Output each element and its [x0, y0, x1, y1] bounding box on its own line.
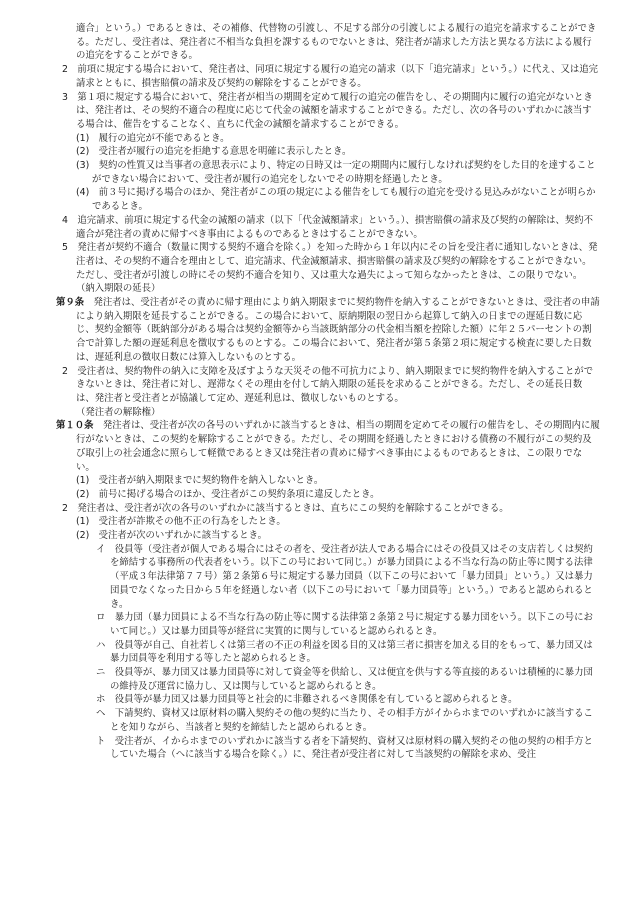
- list-item: (1) 受注者が納入期限までに契約物件を納入しないとき。: [76, 475, 324, 487]
- list-item: ハ 役員等が自己、自社若しくは第三者の不正の利益を図る目的又は第三者に損害を加える目的をもって、暴力団又は暴力団員等を利用する等したと認められるとき。: [96, 639, 593, 665]
- list-item: (2) 受注者が次のいずれかに該当するとき。: [76, 530, 268, 542]
- list-item: (2) 受注者が履行の追完を拒絶する意思を明確に表示したとき。: [76, 146, 352, 158]
- article-9-text: 発注者は、受注者がその責めに帰す理由により納入期限までに契約物件を納入することができないときは、受注者の申請により納入期限を延長することができる。この場合において、原納期限の翌日から起算して納入の日までの遅延日数に応じ、契約金額等（既納部分がある場合は契約金額等から当該既納部分の代金相当額を控除した額）に年２５パーセントの割合で計算した額の遅延利息を徴収するものとする。この場合において、発注者が第５条第２項に規定する検査に要した日数は、遅延利息の徴収日数には算入しないものとする。: [76, 297, 600, 363]
- article-10-paragraph-2: 2 発注者は、受注者が次の各号のいずれかに該当するときは、直ちにこの契約を解除することができる。: [62, 502, 509, 514]
- article-9-paragraph-2: 2 受注者は、契約物件の納入に支障を及ぼすような天災その他不可抗力により、納入期限までに契約物件を納入することができないときは、発注者に対し、遅滞なくその理由を付して納入期限の延長を求めることができる。ただし、その延長日数は、発注者と受注者とが協議して定め、遅延利息は、徴収しないものとする。: [62, 365, 593, 404]
- list-item: (1) 受注者が詐欺その他不正の行為をしたとき。: [76, 516, 286, 528]
- list-item: ニ 役員等が、暴力団又は暴力団員等に対して資金等を供給し、又は便宜を供与する等直接的あるいは積極的に暴力団の維持及び運営に協力し、又は関与していると認められるとき。: [96, 667, 593, 692]
- list-item: ト 受注者が、イからホまでのいずれかに該当する者を下請契約、資材又は原材料の購入契約その他の契約の相手方としていた場合（ヘに該当する場合を除く。）に、発注者が受注者に対して当該契約の解除を求め、受注: [96, 735, 593, 761]
- list-item: ホ 役員等が暴力団又は暴力団員等と社会的に非難されるべき関係を有していると認められるとき。: [96, 694, 518, 706]
- list-item: イ 役員等（受注者が個人である場合にはその者を、受注者が法人である場合にはその役員又はその支店若しくは契約を締結する事務所の代表者をいう。以下この号において同じ。）が暴力団員による不当な行為の防止等に関する法律（平成３年法律第７７号）第２条第６号に規定する暴力団員（以下この号において「暴力団員」という。）又は暴力団員でなくなった日から５年を経過しない者（以下この号において「暴力団員等」という。）であると認められるとき。: [96, 543, 593, 610]
- article-8-paragraph-4: 4 追完請求、前項に規定する代金の減額の請求（以下「代金減額請求」という。）、損害賠償の請求及び契約の解除は、契約不適合が発注者の責めに帰すべき事由によるものであるときはすることができない。: [62, 214, 593, 240]
- list-item: (1) 履行の追完が不能であるとき。: [76, 132, 230, 144]
- article-8-paragraph-2: 2 前項に規定する場合において、発注者は、同項に規定する履行の追完の請求（以下「追完請求」という。）に代え、又は追完請求とともに、損害賠償の請求及び契約の解除をすることができる。: [62, 64, 599, 89]
- article-10: [56, 419, 600, 474]
- article-10-label: 第１０条: [56, 420, 94, 432]
- list-item: (3) 契約の性質又は当事者の意思表示により、特定の日時又は一定の期間内に履行しなければ契約をした目的を達することができない場合において、受注者が履行の追完をしないでその時期を経過したとき。: [76, 160, 596, 185]
- article-8-paragraph-5: 5 発注者が契約不適合（数量に関する契約不適合を除く。）を知った時から１年以内にその旨を受注者に通知しないときは、発注者は、その契約不適合を理由として、追完請求、代金減額請求、損害賠償の請求及び契約の解除をすることができない。ただし、受注者が引渡しの時にその契約不適合を知り、又は重大な過失によって知らなかったときは、この限りでない。: [62, 242, 598, 281]
- list-item: ロ 暴力団（暴力団員による不当な行為の防止等に関する法律第２条第２号に規定する暴力団をいう。以下この号において同じ。）又は暴力団員等が経営に実質的に関与していると認められるとき。: [96, 612, 593, 637]
- article-9-label: 第９条: [56, 297, 85, 309]
- article-10-caption: （発注者の解除権）: [76, 406, 161, 418]
- article-8-continuation: 適合」という。）であるときは、その補修、代替物の引渡し、不足する部分の引渡しによる履行の追完を請求することができる。ただし、受注者は、発注者に不相当な負担を課するものでないときは、発注者が請求した方法と異なる方法による履行の追完をすることができる。: [76, 23, 597, 62]
- article-9-caption: （納入期限の延長）: [76, 283, 161, 295]
- article-9: [56, 296, 600, 365]
- list-item: (4) 前３号に掲げる場合のほか、発注者がこの項の規定による催告をしても履行の追完を受ける見込みがないことが明らかであるとき。: [76, 187, 596, 213]
- article-10-text: 発注者は、受注者が次の各号のいずれかに該当するときは、相当の期間を定めてその履行の催告をし、その期間内に履行がないときは、この契約を解除することができる。ただし、その期間を経過したときにおける債務の不履行がこの契約及び取引上の社会通念に照らして軽微であるとき又は発注者の責めに帰すべき事由によるものであるときは、この限りでない。: [76, 420, 600, 473]
- article-8-paragraph-3: 3 第１項に規定する場合において、発注者が相当の期間を定めて履行の追完の催告をし、その期間内に履行の追完がないときは、発注者は、その契約不適合の程度に応じて代金の減額を請求することができる。ただし、次の各号のいずれかに該当する場合は、催告をすることなく、直ちに代金の減額を請求することができる。: [62, 91, 593, 130]
- list-item: (2) 前号に掲げる場合のほか、受注者がこの契約条項に違反したとき。: [76, 488, 380, 500]
- list-item: ヘ 下請契約、資材又は原材料の購入契約その他の契約に当たり、その相手方がイからホまでのいずれかに該当することを知りながら、当該者と契約を締結したと認められるとき。: [96, 708, 593, 733]
